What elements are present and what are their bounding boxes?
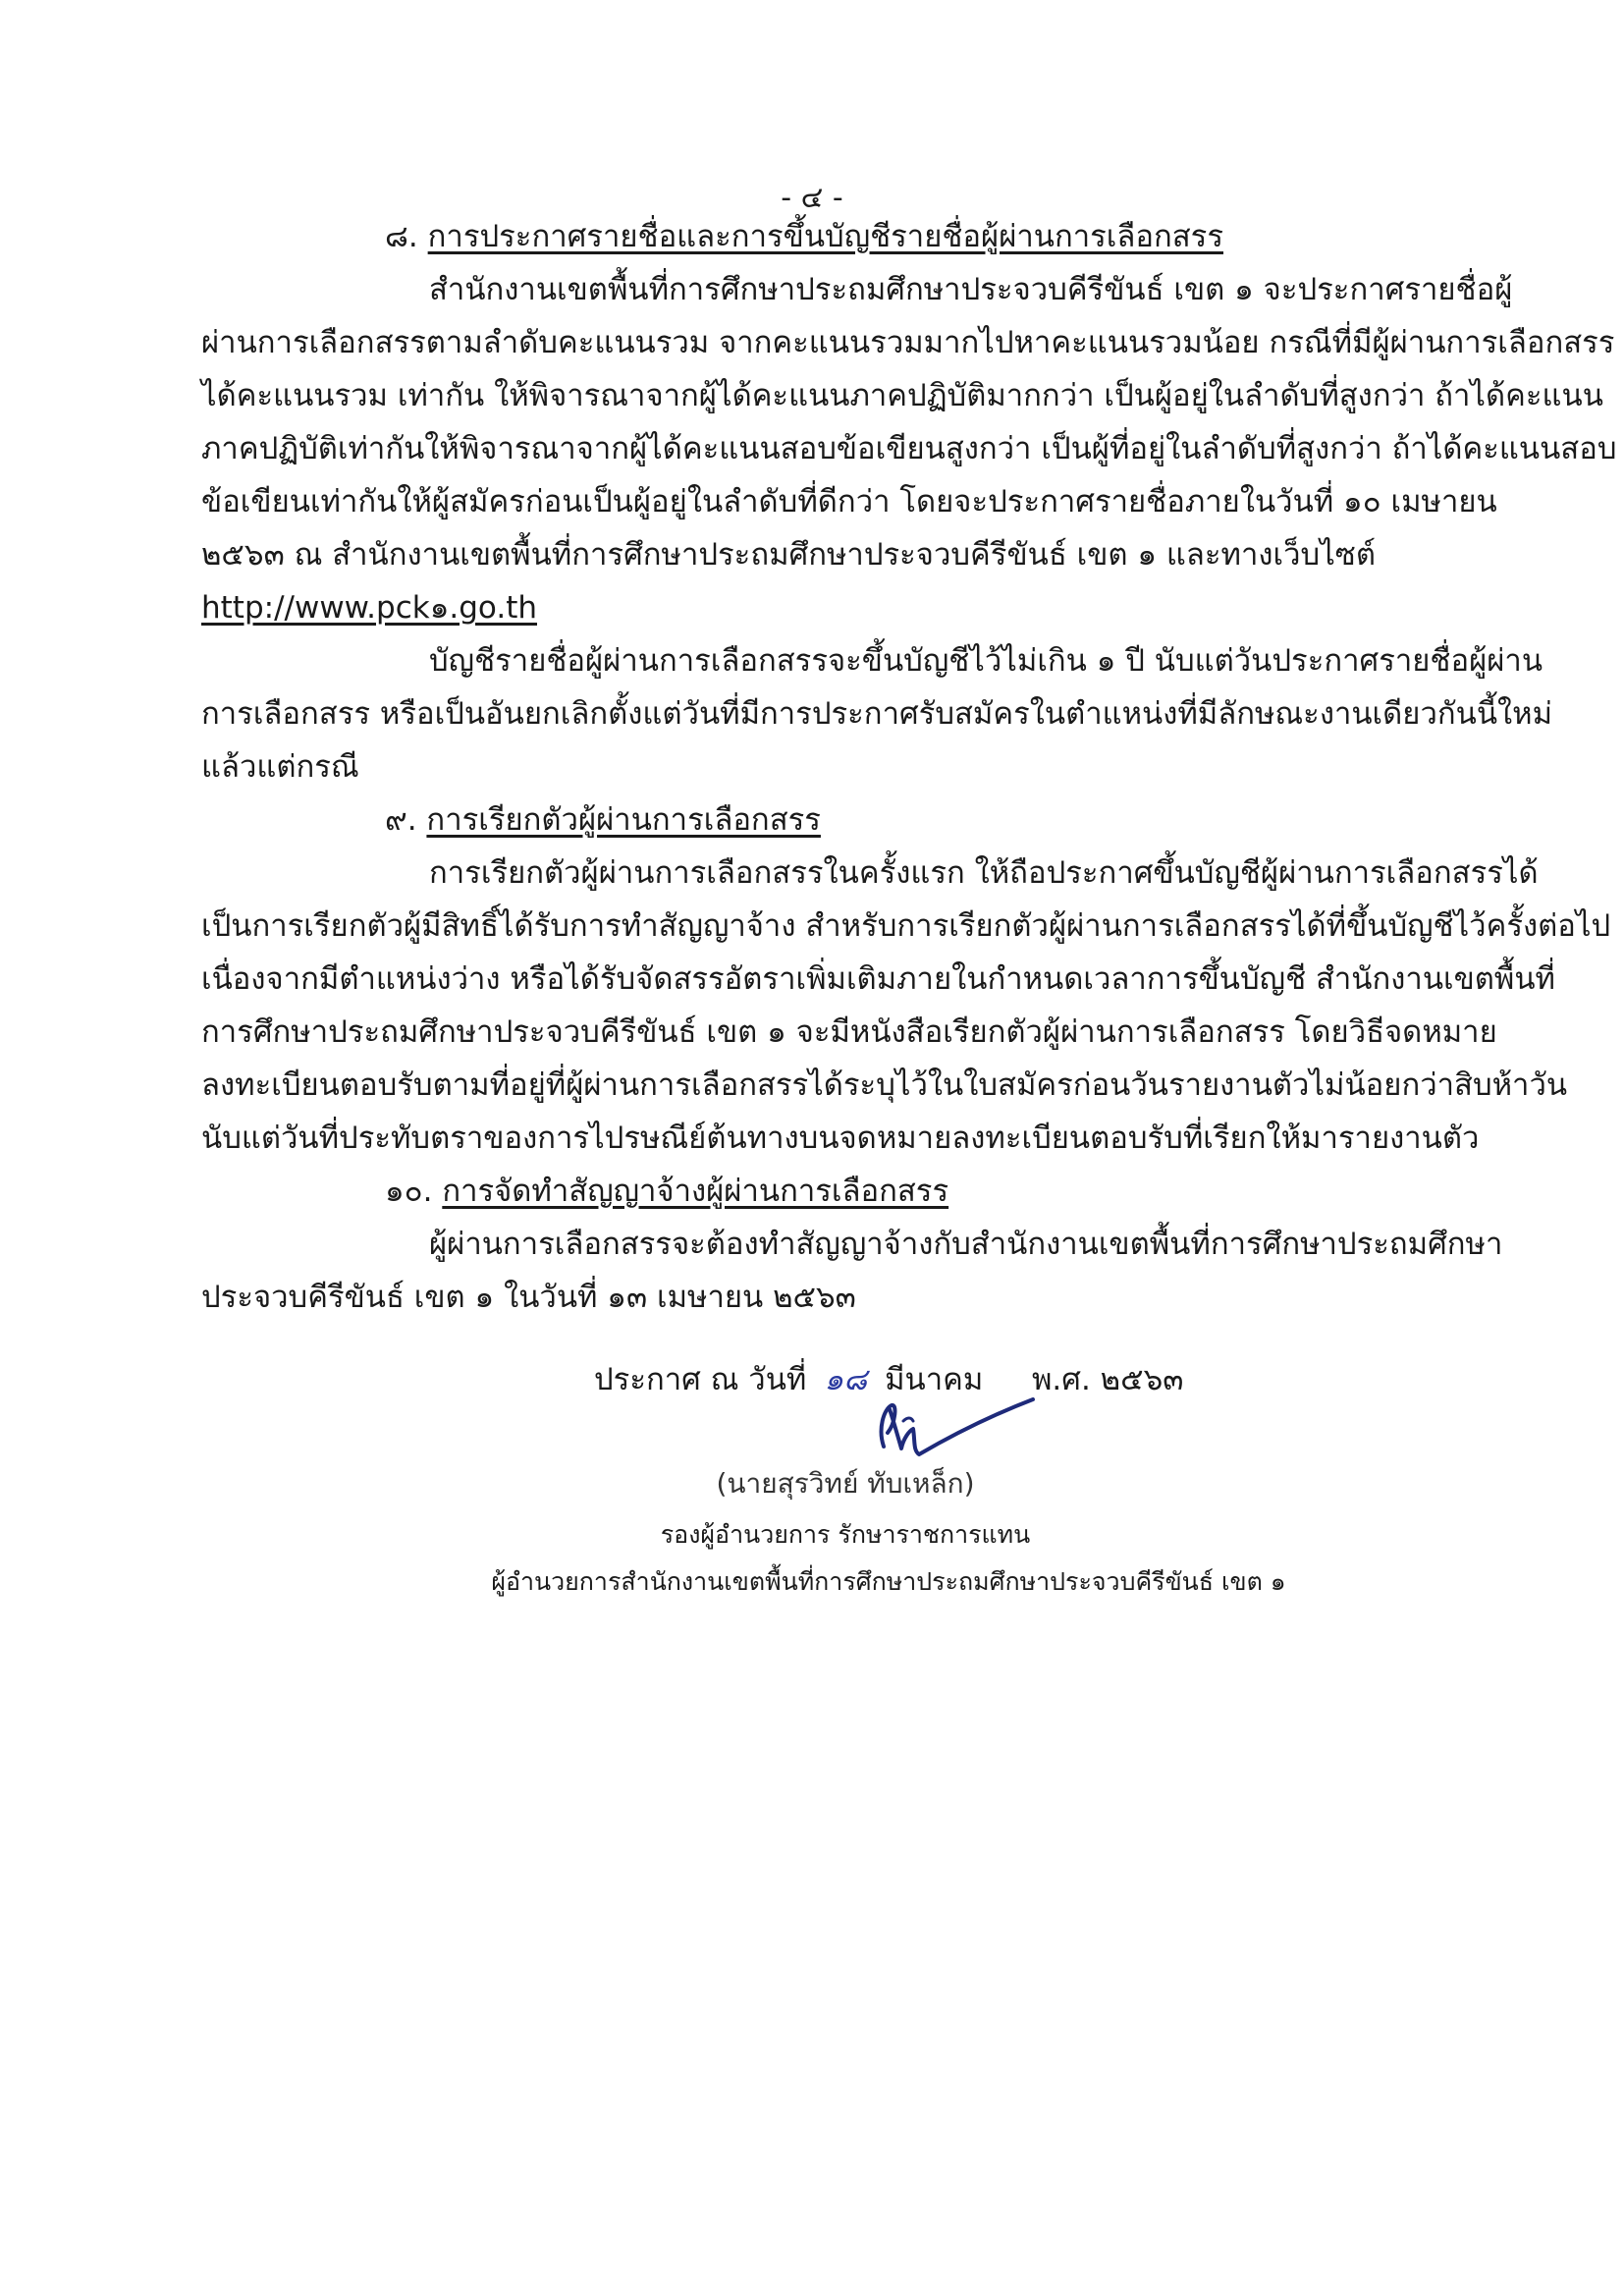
section-10-number: ๑๐. — [385, 1174, 433, 1209]
section-8-para1-line: ได้คะแนนรวม เท่ากัน ให้พิจารณาจากผู้ได้คะแนนภาคปฏิบัติมากกว่า เป็นผู้อยู่ในลำดับที่สูงกว่า ถ้าได้คะแนน — [201, 378, 1603, 413]
section-8-heading — [385, 219, 1223, 254]
signatory-name: (นายสุรวิทย์ ทับเหล็ก) — [716, 1467, 975, 1500]
section-8-para2-line: แล้วแต่กรณี — [201, 749, 359, 785]
section-10-title: การจัดทำสัญญาจ้างผู้ผ่านการเลือกสรร — [442, 1174, 949, 1209]
announce-prefix: ประกาศ ณ วันที่ — [594, 1362, 807, 1397]
signatory-position-2: ผู้อำนวยการสำนักงานเขตพื้นที่การศึกษาประถมศึกษาประจวบคีรีขันธ์ เขต ๑ — [491, 1567, 1286, 1596]
section-9-para-line: ลงทะเบียนตอบรับตามที่อยู่ที่ผู้ผ่านการเลือกสรรได้ระบุไว้ในใบสมัครก่อนวันรายงานตัวไม่น้อยกว่าสิบห้าวัน — [201, 1067, 1568, 1103]
section-9-para-line: การศึกษาประถมศึกษาประจวบคีรีขันธ์ เขต ๑ จะมีหนังสือเรียกตัวผู้ผ่านการเลือกสรร โดยวิธีจดหมาย — [201, 1014, 1497, 1050]
announce-day: ๑๘ — [824, 1362, 867, 1397]
section-9-title: การเรียกตัวผู้ผ่านการเลือกสรร — [426, 802, 821, 838]
section-9-para-line: การเรียกตัวผู้ผ่านการเลือกสรรในครั้งแรก ให้ถือประกาศขึ้นบัญชีผู้ผ่านการเลือกสรรได้ — [429, 855, 1539, 891]
website-link[interactable]: http://www.pck๑.go.th — [201, 590, 537, 626]
section-8-para1-line: ผ่านการเลือกสรรตามลำดับคะแนนรวม จากคะแนนรวมมากไปหาคะแนนรวมน้อย กรณีที่มีผู้ผ่านการเลือกสรร — [201, 325, 1615, 360]
section-9-heading — [385, 802, 821, 838]
section-8-para2-line: บัญชีรายชื่อผู้ผ่านการเลือกสรรจะขึ้นบัญชีไว้ไม่เกิน ๑ ปี นับแต่วันประกาศรายชื่อผู้ผ่าน — [429, 643, 1543, 679]
section-9-para-line: เนื่องจากมีตำแหน่งว่าง หรือได้รับจัดสรรอัตราเพิ่มเติมภายในกำหนดเวลาการขึ้นบัญชี สำนักงานเขตพื้นที่ — [201, 961, 1555, 997]
section-8-para1-line: ข้อเขียนเท่ากันให้ผู้สมัครก่อนเป็นผู้อยู่ในลำดับที่ดีกว่า โดยจะประกาศรายชื่อภายในวันที่ ๑๐ เมษายน — [201, 484, 1497, 519]
section-10-heading — [385, 1176, 948, 1207]
page-number: - ๔ - — [781, 181, 843, 215]
section-8-para1-line: สำนักงานเขตพื้นที่การศึกษาประถมศึกษาประจวบคีรีขันธ์ เขต ๑ จะประกาศรายชื่อผู้ — [429, 272, 1513, 307]
section-8-para1-line: ภาคปฏิบัติเท่ากันให้พิจารณาจากผู้ได้คะแนนสอบข้อเขียนสูงกว่า เป็นผู้ที่อยู่ในลำดับที่สูงกว่า ถ้าได้คะแนนสอบ — [201, 431, 1617, 466]
section-10-para-line: ผู้ผ่านการเลือกสรรจะต้องทำสัญญาจ้างกับสำนักงานเขตพื้นที่การศึกษาประถมศึกษา — [429, 1227, 1503, 1262]
section-8-number: ๘. — [385, 219, 418, 254]
section-8-title: การประกาศรายชื่อและการขึ้นบัญชีรายชื่อผู้ผ่านการเลือกสรร — [427, 219, 1223, 254]
section-9-number: ๙. — [385, 802, 417, 838]
section-10-para-line: ประจวบคีรีขันธ์ เขต ๑ ในวันที่ ๑๓ เมษายน ๒๕๖๓ — [201, 1280, 856, 1315]
section-9-para-line: เป็นการเรียกตัวผู้มีสิทธิ์ได้รับการทำสัญญาจ้าง สำหรับการเรียกตัวผู้ผ่านการเลือกสรรได้ที่ขึ้นบัญชีไว้ครั้งต่อไป — [201, 908, 1611, 944]
website-link-line — [201, 590, 1486, 626]
section-9-para-line: นับแต่วันที่ประทับตราของการไปรษณีย์ต้นทางบนจดหมายลงทะเบียนตอบรับที่เรียกให้มารายงานตัว — [201, 1121, 1480, 1156]
announce-year: พ.ศ. ๒๕๖๓ — [1032, 1362, 1184, 1397]
signatory-position-1: รองผู้อำนวยการ รักษาราชการแทน — [660, 1520, 1031, 1549]
announce-month: มีนาคม — [885, 1362, 984, 1397]
section-8-para1-line: ๒๕๖๓ ณ สำนักงานเขตพื้นที่การศึกษาประถมศึกษาประจวบคีรีขันธ์ เขต ๑ และทางเว็บไซต์ — [201, 537, 1376, 573]
section-8-para2-line: การเลือกสรร หรือเป็นอันยกเลิกตั้งแต่วันที่มีการประกาศรับสมัครในตำแหน่งที่มีลักษณะงานเดียวกันนี้ใหม่ — [201, 696, 1553, 732]
